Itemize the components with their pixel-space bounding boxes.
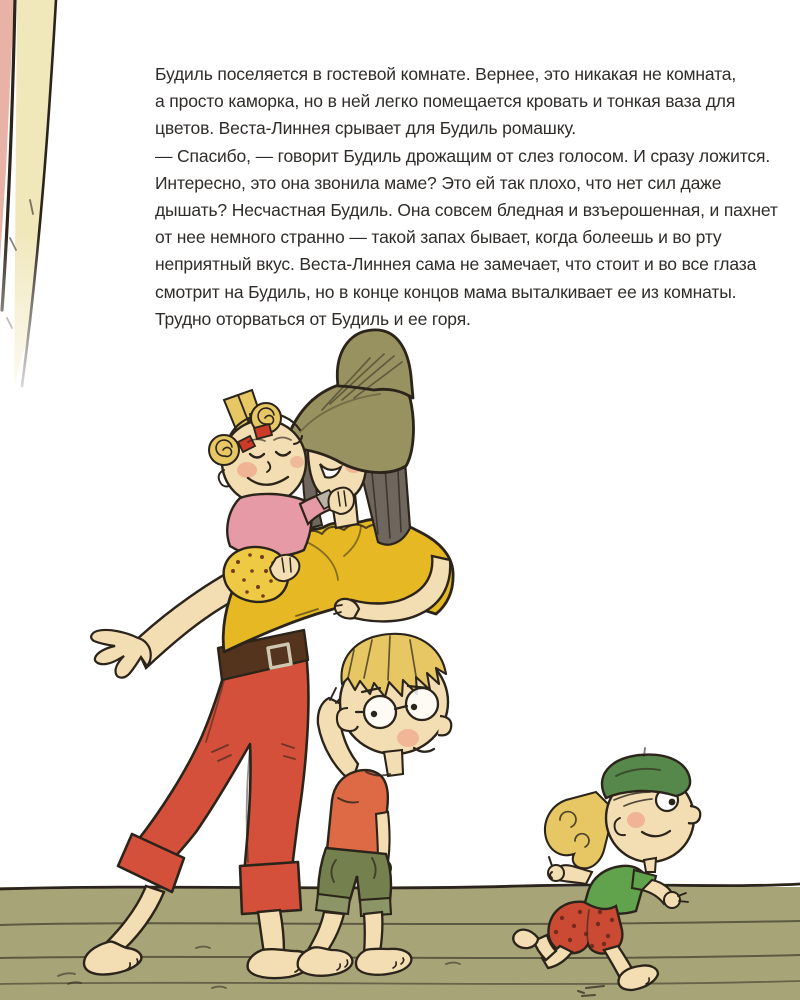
boy-hair (341, 634, 446, 697)
story-line: а просто каморка, но в ней легко помещается кровать и тонкая ваза для (155, 91, 736, 112)
boy-neck (384, 750, 403, 776)
story-line: Интересно, это она звонила маме? Это ей так плохо, что нет сил даже (155, 172, 722, 193)
story-line: Трудно оторваться от Будиль и ее горя. (155, 308, 471, 329)
story-line: цветов. Веста-Линнея срывает для Будиль ромашку. (155, 118, 576, 139)
girl-hair (545, 792, 614, 868)
story-line: от нее немного странно — такой запах бывает, когда болеешь и во рту (155, 227, 722, 248)
door-frame (0, 0, 56, 388)
boy-nose (438, 716, 451, 735)
mother-holding-hand (335, 599, 359, 619)
story-line: неприятный вкус. Веста-Линнея сама не замечает, что стоит и во все глаза (155, 254, 757, 275)
story-line: — Спасибо, — говорит Будиль дрожащим от слез голосом. И сразу ложится. (155, 145, 771, 166)
belt-buckle (268, 644, 291, 668)
boy-blush (397, 729, 419, 747)
baby-blush-right (290, 456, 304, 468)
trouser-cuff-right (240, 862, 301, 914)
girl-front-hand (664, 892, 680, 908)
baby-hand-on-collar (328, 488, 354, 514)
baby-pink-top (227, 494, 311, 556)
story-line: Будиль поселяется в гостевой комнате. Вернее, это никакая не комната, (155, 64, 737, 84)
boy-glasses-right-lens (406, 688, 438, 720)
girl-blush (627, 812, 645, 828)
baby-blush-left (237, 462, 257, 478)
story-line: дышать? Несчастная Будиль. Она совсем бледная и взъерошенная, и пахнет (155, 200, 778, 221)
girl-neck (644, 858, 656, 872)
baby-hand-on-sponge (270, 555, 299, 581)
story-line: смотрит на Будиль, но в конце концов мама выталкивает ее из комнаты. (155, 281, 737, 302)
mother-trousers (118, 654, 308, 914)
boy-mouth (414, 748, 434, 752)
girl-nose (688, 806, 700, 823)
boy-shorts-cuff-left (316, 894, 350, 914)
boy-glasses-left-lens (364, 696, 396, 728)
